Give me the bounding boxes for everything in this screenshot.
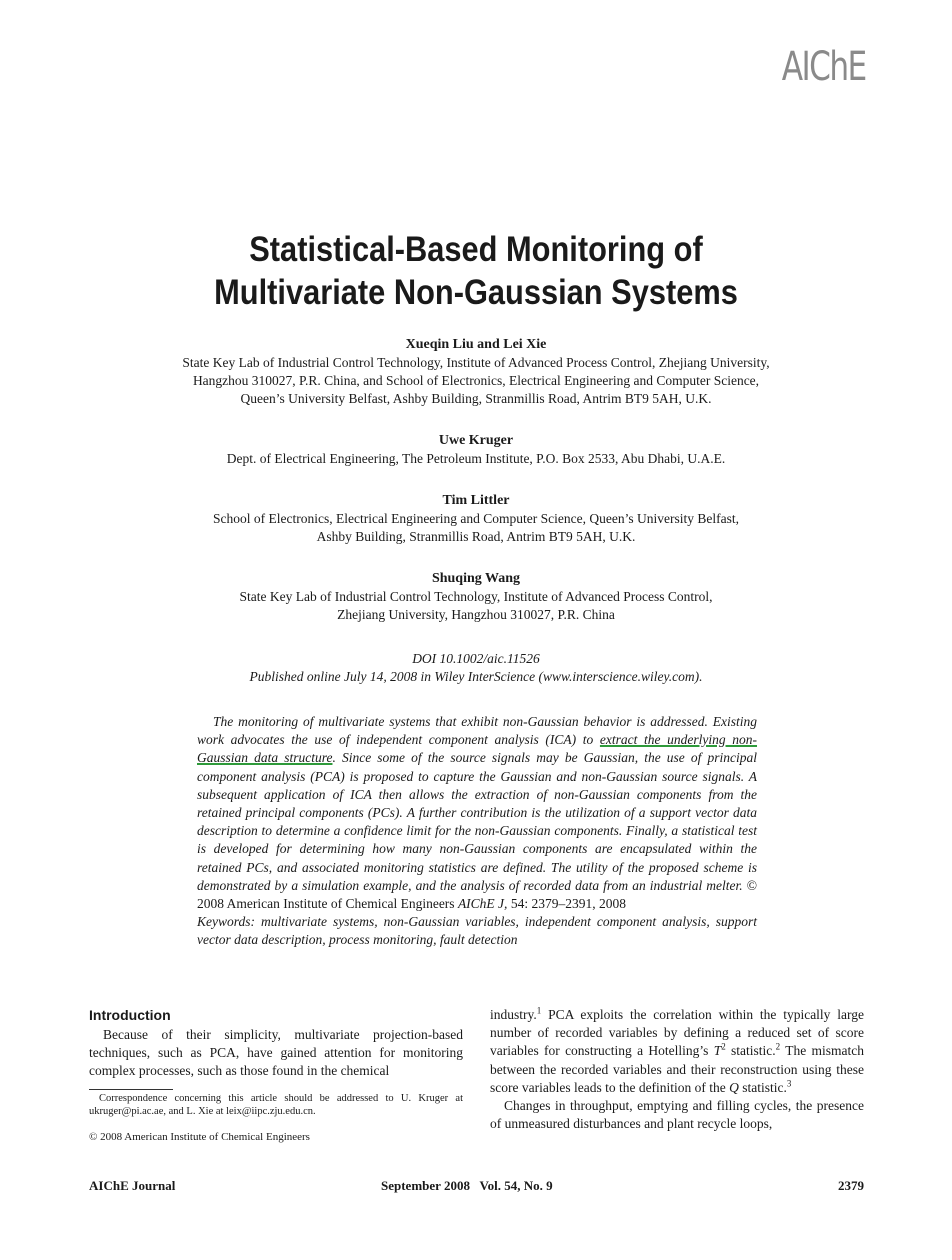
page-number: 2379 [838,1178,864,1193]
author-block [0,570,952,624]
text-run: industry. [490,1007,537,1022]
text-run: statistic. [738,1079,787,1095]
footer-journal: AIChE Journal [89,1178,176,1193]
publication-info [0,650,952,686]
right-column [490,1006,864,1133]
intro-paragraph: Changes in throughput, emptying and filling cycles, the presence of unmeasured disturbances and plant recycle loops, [490,1098,864,1132]
affiliation-line: Hangzhou 310027, P.R. China, and School of Electronics, Electrical Engineering and Computer Science, [192,373,760,388]
text-run: The mismatch between the recorded variables and their reconstruction using these score variables leads to the definition of the [490,1043,864,1095]
affiliation-line: Zhejiang University, Hangzhou 310027, P.R. China [337,607,615,622]
author-list [0,336,952,648]
intro-paragraph: Because of their simplicity, multivariate projection-based techniques, such as PCA, have gained attention for monitoring complex processes, such as those found in the chemical [89,1027,463,1079]
abstract-copyright: © 2008 American Institute of Chemical Engineers [197,877,758,912]
author-name: Uwe Kruger [438,433,514,448]
page-footer [89,1178,864,1196]
title-line-1: Statistical-Based Monitoring of [249,230,703,269]
copyright-notice: © 2008 American Institute of Chemical Engineers [89,1130,310,1143]
author-block [0,492,952,546]
volume-ref: 54: 2379–2391, 2008 [510,896,626,912]
t-symbol: T [713,1043,722,1059]
affiliation-line: Ashby Building, Stranmillis Road, Antrim BT9 5AH, U.K. [316,529,636,544]
abstract-text: The monitoring of multivariate systems that exhibit non-Gaussian behavior is addressed. Existing work advocates the use of independent component analysis (ICA) to [197,714,757,748]
abstract-text: . Since some of the source signals may be Gaussian, the use of principal component analysis (PCA) is proposed to capture the Gaussian and non-Gaussian source signals. A subsequent application of ICA then allows the extraction of non-Gaussian components from the retained principal components (PCs). A further contribution is the utilization of a support vector data description to determine a confidence limit for the non-Gaussian components. Finally, a statistical test is developed for determining how many non-Gaussian components are encapsulated within the retained PCs, and associated monitoring statistics are defined. The utility of the proposed scheme is demonstrated by a simulation example, and the analysis of recorded data from an industrial melter. [197,750,757,893]
affiliation-line: School of Electronics, Electrical Engineering and Computer Science, Queen’s University Belfast, [213,511,739,526]
affiliation-line: Queen’s University Belfast, Ashby Building, Stranmillis Road, Antrim BT9 5AH, U.K. [240,391,712,406]
highlighted-phrase: extract the underlying non-Gaussian data structure [197,732,758,766]
footer-issue: September 2008 Vol. 54, No. 9 [381,1178,553,1193]
aiche-logo: AIChE [781,44,866,90]
intro-paragraph [490,1006,864,1097]
author-block [0,432,952,468]
author-name: Xueqin Liu and Lei Xie [405,337,547,352]
correspondence-footnote: Correspondence concerning this article should be addressed to U. Kruger at ukruger@pi.ac.ae, and L. Xie at leix@iipc.zju.edu.cn. [89,1092,463,1117]
affiliation-line: State Key Lab of Industrial Control Technology, Institute of Advanced Process Control, [239,589,713,604]
abstract [197,713,757,950]
superscript: 2 [721,1041,726,1052]
text-run: statistic. [725,1043,776,1059]
left-column [89,1006,463,1144]
reference-marker[interactable]: 1 [536,1005,542,1016]
affiliation-line: State Key Lab of Industrial Control Technology, Institute of Advanced Process Control, Zhejiang University, [182,355,770,370]
doi-link[interactable]: DOI 10.1002/aic.11526 [412,651,540,666]
section-heading: Introduction [89,1007,171,1023]
author-block [0,336,952,408]
reference-marker[interactable]: 3 [786,1078,792,1089]
affiliation-line: Dept. of Electrical Engineering, The Petroleum Institute, P.O. Box 2533, Abu Dhabi, U.A.E. [226,451,726,466]
paper-title [0,228,952,314]
author-name: Tim Littler [442,493,510,508]
title-line-2: Multivariate Non-Gaussian Systems [214,273,738,312]
author-name: Shuqing Wang [431,571,521,586]
keywords: Keywords: multivariate systems, non-Gaussian variables, independent component analysis, support vector data description, process monitoring, fault detection [197,914,757,948]
text-run: PCA exploits the correlation within the typically large number of recorded variables by defining a reduced set of score variables for constructing a Hotelling’s [490,1007,864,1059]
footnote-divider [89,1089,173,1090]
published-note: Published online July 14, 2008 in Wiley InterScience (www.interscience.wiley.com). [249,669,703,684]
journal-abbrev: AIChE J, [457,896,508,912]
q-symbol: Q [729,1079,739,1095]
reference-marker[interactable]: 2 [775,1041,781,1052]
